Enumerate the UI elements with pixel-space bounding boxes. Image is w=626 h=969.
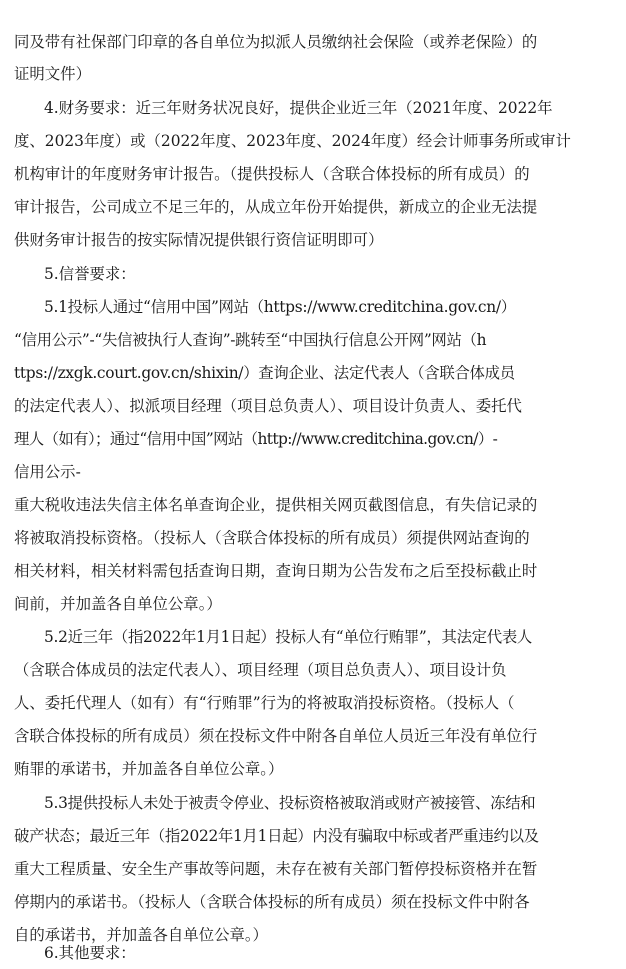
- text-line: 停期内的承诺书。（投标人（含联合体投标的所有成员）须在投标文件中附各: [14, 893, 530, 911]
- text-line: 贿罪的承诺书，并加盖各自单位公章。）: [14, 760, 284, 778]
- text-line: 相关材料，相关材料需包括查询日期，查询日期为公告发布之后至投标截止时: [14, 562, 538, 580]
- text-line: 证明文件）: [14, 65, 91, 83]
- text-line: 同及带有社保部门印章的各自单位为拟派人员缴纳社会保险（或养老保险）的: [14, 33, 538, 51]
- text-line: 含联合体投标的所有成员）须在投标文件中附各自单位人员近三年没有单位行: [14, 727, 538, 745]
- text-line: 自的承诺书，并加盖各自单位公章。）: [14, 926, 268, 944]
- text-line: ttps://zxgk.court.gov.cn/shixin/）查询企业、法定代表人（含联合体成员: [14, 364, 515, 382]
- text-line: 重大工程质量、安全生产事故等问题，未存在被有关部门暂停投标资格并在暂: [14, 860, 538, 878]
- text-line: 5.1投标人通过“信用中国”网站（https://www.creditchina.gov.cn/）: [44, 298, 516, 316]
- text-line: “信用公示”-“失信被执行人查询”-跳转至“中国执行信息公开网”网站（h: [14, 331, 487, 349]
- text-line: 度、2023年度）或（2022年度、2023年度、2024年度）经会计师事务所或审计: [14, 132, 571, 150]
- text-line: 将被取消投标资格。（投标人（含联合体投标的所有成员）须提供网站查询的: [14, 529, 530, 547]
- text-line: 理人（如有）；通过“信用中国”网站（http://www.creditchina.gov.cn/）-: [14, 430, 498, 448]
- text-line: 4.财务要求：近三年财务状况良好，提供企业近三年（2021年度、2022年: [44, 99, 553, 117]
- text-line: 重大税收违法失信主体名单查询企业，提供相关网页截图信息，有失信记录的: [14, 496, 538, 514]
- text-line: 的法定代表人）、拟派项目经理（项目总负责人）、项目设计负责人、委托代: [14, 397, 522, 415]
- text-line: 5.2近三年（指2022年1月1日起）投标人有“单位行贿罪”，其法定代表人: [44, 628, 533, 646]
- section-heading: 6.其他要求：: [44, 944, 136, 962]
- text-line: 机构审计的年度财务审计报告。（提供投标人（含联合体投标的所有成员）的: [14, 165, 530, 183]
- text-line: 供财务审计报告的按实际情况提供银行资信证明即可）: [14, 231, 384, 249]
- text-line: 信用公示-: [14, 463, 81, 481]
- text-line: （含联合体成员的法定代表人）、项目经理（项目总负责人）、项目设计负: [14, 661, 507, 679]
- text-line: 人、委托代理人（如有）有“行贿罪”行为的将被取消投标资格。（投标人（: [14, 694, 515, 712]
- text-line: 5.3提供投标人未处于被责令停业、投标资格被取消或财产被接管、冻结和: [44, 794, 536, 812]
- text-line: 破产状态；最近三年（指2022年1月1日起）内没有骗取中标或者严重违约以及: [14, 827, 539, 845]
- text-line: 审计报告，公司成立不足三年的，从成立年份开始提供，新成立的企业无法提: [14, 198, 538, 216]
- text-line: 间前，并加盖各自单位公章。）: [14, 595, 222, 613]
- section-heading: 5.信誉要求：: [44, 265, 136, 283]
